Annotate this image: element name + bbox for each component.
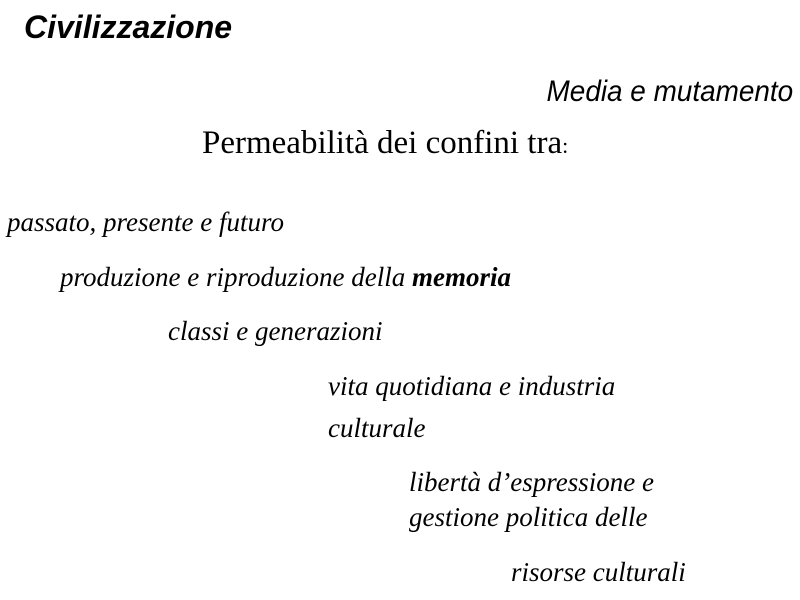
slide-subtitle: Media e mutamento [546,75,793,108]
slide-title: Civilizzazione [24,9,233,45]
memory-emphasis: memoria [411,262,511,292]
heading-text: Permeabilità dei confini tra [202,125,563,161]
list-item-memory [60,264,511,291]
list-item-classes-generations: classi e generazioni [168,316,383,346]
list-item-daily-life-line1: vita quotidiana e industria [328,371,616,401]
list-item-memory-text: produzione e riproduzione della [60,262,412,292]
list-item-cultural-resources: risorse culturali [511,557,686,587]
list-item-daily-life-line2: culturale [328,413,426,443]
slide-heading [202,127,568,160]
heading-colon: : [562,133,569,158]
list-item-freedom-line2: gestione politica delle [409,502,648,532]
list-item-past-present-future: passato, presente e futuro [7,207,284,237]
list-item-freedom-line1: libertà d’espressione e [409,467,654,497]
